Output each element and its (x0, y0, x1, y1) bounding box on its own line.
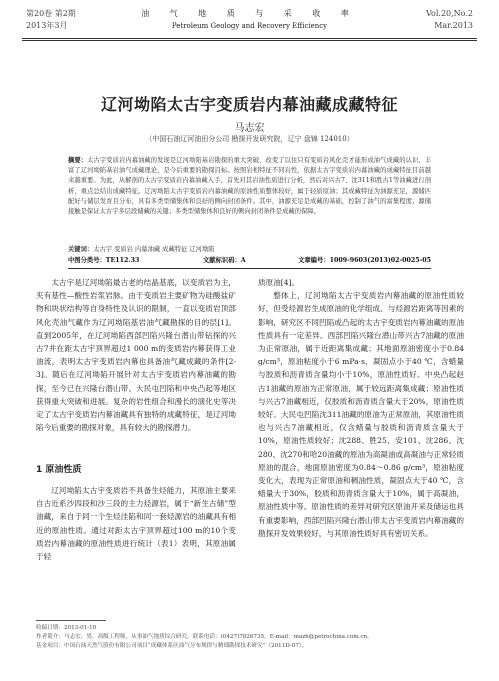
volume-en: Vol.20,No.2 (426, 9, 473, 18)
abstract-label: 摘要： (68, 157, 88, 164)
fund-info: 基金项目：中国石油天然气股份有限公司项目“成藏体系区油气分布规律与精细勘探技术研究”（2011D-07）。 (36, 643, 308, 649)
clc-number: 中图分类号：TE112.33 (68, 257, 140, 264)
abstract-rule (68, 268, 431, 269)
document-code: 文献标识码：A (203, 257, 246, 264)
continuation-text: 质原油[4]。 (258, 278, 300, 287)
header-rule-thin (22, 40, 477, 41)
intro-paragraph: 太古宇是辽河坳陷最古老的结晶基底，以变质岩为主，夹有基性—酸性岩浆岩脉。由于变质岩主要矿物为硅酸盐矿物和块状结构等自身特性及认识的限制，一直以变质岩顶部风化壳油气藏作为辽河坳陷基岩油气藏勘探的目的层[1]。直到2005年，在辽河坳陷西部凹陷兴隆台潜山带钻探的兴古7井在距太古宇顶界超过1 000 m的变质岩内幕获得工业油流，表明太古宇变质岩内幕也具备油气藏成藏的条件[2-3]。随后在辽河坳陷开展针对太古宇变质岩内幕油藏的勘探，至今已在兴隆台潜山带、大民屯凹陷和中央凸起等地区获得重大突破和进展。复杂的岩性组合和漫长的演化史等决定了太古宇变质岩内幕油藏具有独特的成藏特征，是辽河坳陷今后重要的勘探对象，具有较大的勘探潜力。 (36, 278, 236, 433)
footnote-rule (36, 620, 106, 621)
header-rule (22, 38, 477, 39)
author-info: 作者简介：马志宏，男，高级工程师，从事油气地质综合研究。联系电话：(0427)7826735，E-mail：mazh@petrochina.com.cn。 (36, 634, 373, 640)
volume-cn: 第20卷 第2期 (26, 9, 76, 18)
article-title: 辽河坳陷太古宇变质岩内幕油藏成藏特征 (100, 95, 398, 114)
journal-name-en: Petroleum Geology and Recovery Efficiency (171, 22, 328, 30)
keywords (68, 245, 431, 254)
keywords-label: 关键词： (68, 246, 94, 253)
header-left (26, 8, 76, 32)
header-right (426, 8, 473, 32)
section-paragraph: 辽河坳陷太古宇变质岩不具备生烃能力，其原油主要来自古近系沙四段和沙三段的主力烃源岩，属于“新生古储”型油藏，来自于同一个生烃洼陷和同一套烃源岩的油藏具有相近的原油性质。通过对距太古宇顶界超过100 m的10个变质岩内幕油藏的原油性质进行统计（表1）表明，其原油属于轻 (36, 486, 236, 562)
right-column (258, 276, 464, 540)
author-name: 马志宏 (234, 123, 265, 134)
left-column-intro (36, 276, 236, 434)
date-en: Mar.2013 (434, 21, 473, 30)
affiliation: （中国石油辽河油田分公司 勘探开发研究院，辽宁 盘锦 124010） (145, 135, 354, 143)
left-column-section (36, 484, 236, 563)
received-date: 收稿日期：2013-01-10 (36, 625, 97, 631)
section-heading: 1 原油性质 (36, 465, 82, 475)
running-header (0, 8, 499, 38)
abstract-text: 太古宇变质岩内幕油藏的发现是辽河坳陷基岩勘探的重大突破，改变了以往只有变质岩风化壳才能形成油气成藏的认识，丰富了辽河坳陷基岩油气成藏理论，是今后重要的勘探目标。按照岩相特征不同岩性，依据太古宇变质岩内幕油藏的成藏特征目前越来越重要。为此，从解剖的太古宇变质岩内幕油藏入手，首先对其岩油性质进行分析，然后对兴古7、沈311和胜古1等油藏进行剖析，重点总结出成藏特征。辽河坳陷太古宇变质岩内幕油藏的原油性质整体较好，属于轻质原油；其成藏特征为油源充足，源储匹配好与储层发育且分布，具有多类型储集体和良好的侧向封闭条件。其中，油源充足是成藏的基础，控制了油气的富集程度；源储接触是保证太古宇多层段储藏的关键；多类型储集体和良好的侧向封闭条件是成藏的保障。 (68, 157, 432, 216)
date-cn: 2013年3月 (26, 21, 68, 30)
header-center (120, 8, 379, 32)
keywords-text: 太古宇 变质岩 内幕油藏 成藏特征 辽河坳陷 (93, 246, 215, 253)
oil-properties-paragraph: 整体上，辽河坳陷太古宇变质岩内幕油藏的原油性质较好，但受烃源岩生成原油的化学组成、与烃源岩距离等因素的影响，研究区不同凹陷或凸起的太古宇变质岩内幕油藏的原油性质具有一定差异。西部凹陷兴隆台潜山带兴古7油藏的原油为正常原油，属于近距离集成藏；其地面原油密度小于0.84 g/cm³，原油粘度小于6 mPa·s，凝固点小于40 ℃，含蜡量与胶质和沥青质含量均小于10%，原油性质好。中央凸起赵古1油藏的原油为正常原油，属于较远距离集成藏；原油性质与兴古7油藏相近，仅胶质和沥青质含量大于20%，原油性质较好。大民屯凹陷沈311油藏的原油为正常原油，其原油性质也与兴古7油藏相近，仅含蜡量与胶质和沥青质含量大于10%，原油性质较好；沈288、胜25、安101、沈286、沈280、沈270和哈20油藏的原油为高凝油或高凝油与正常轻质原油的混合，地面原油密度为0.84～0.86 g/cm³，原油粘度变化大，表现为正常原油和稠油性质，凝固点大于40 ℃，含蜡量大于30%，胶质和沥青质含量大于10%，属于高凝油，原油性质中等。原油性质的差异对研究区原油开采及储运也具有重要影响，西部凹陷兴隆台潜山带太古宇变质岩内幕油藏的勘探开发效果较好，与其原油性质好具有密切关系。 (258, 291, 464, 538)
article-number: 文章编号：1009-9603(2013)02-0025-05 (298, 257, 431, 264)
abstract (68, 156, 431, 217)
journal-name-cn: 油 气 地 质 与 采 收 率 (141, 9, 358, 18)
footnote (36, 624, 469, 651)
